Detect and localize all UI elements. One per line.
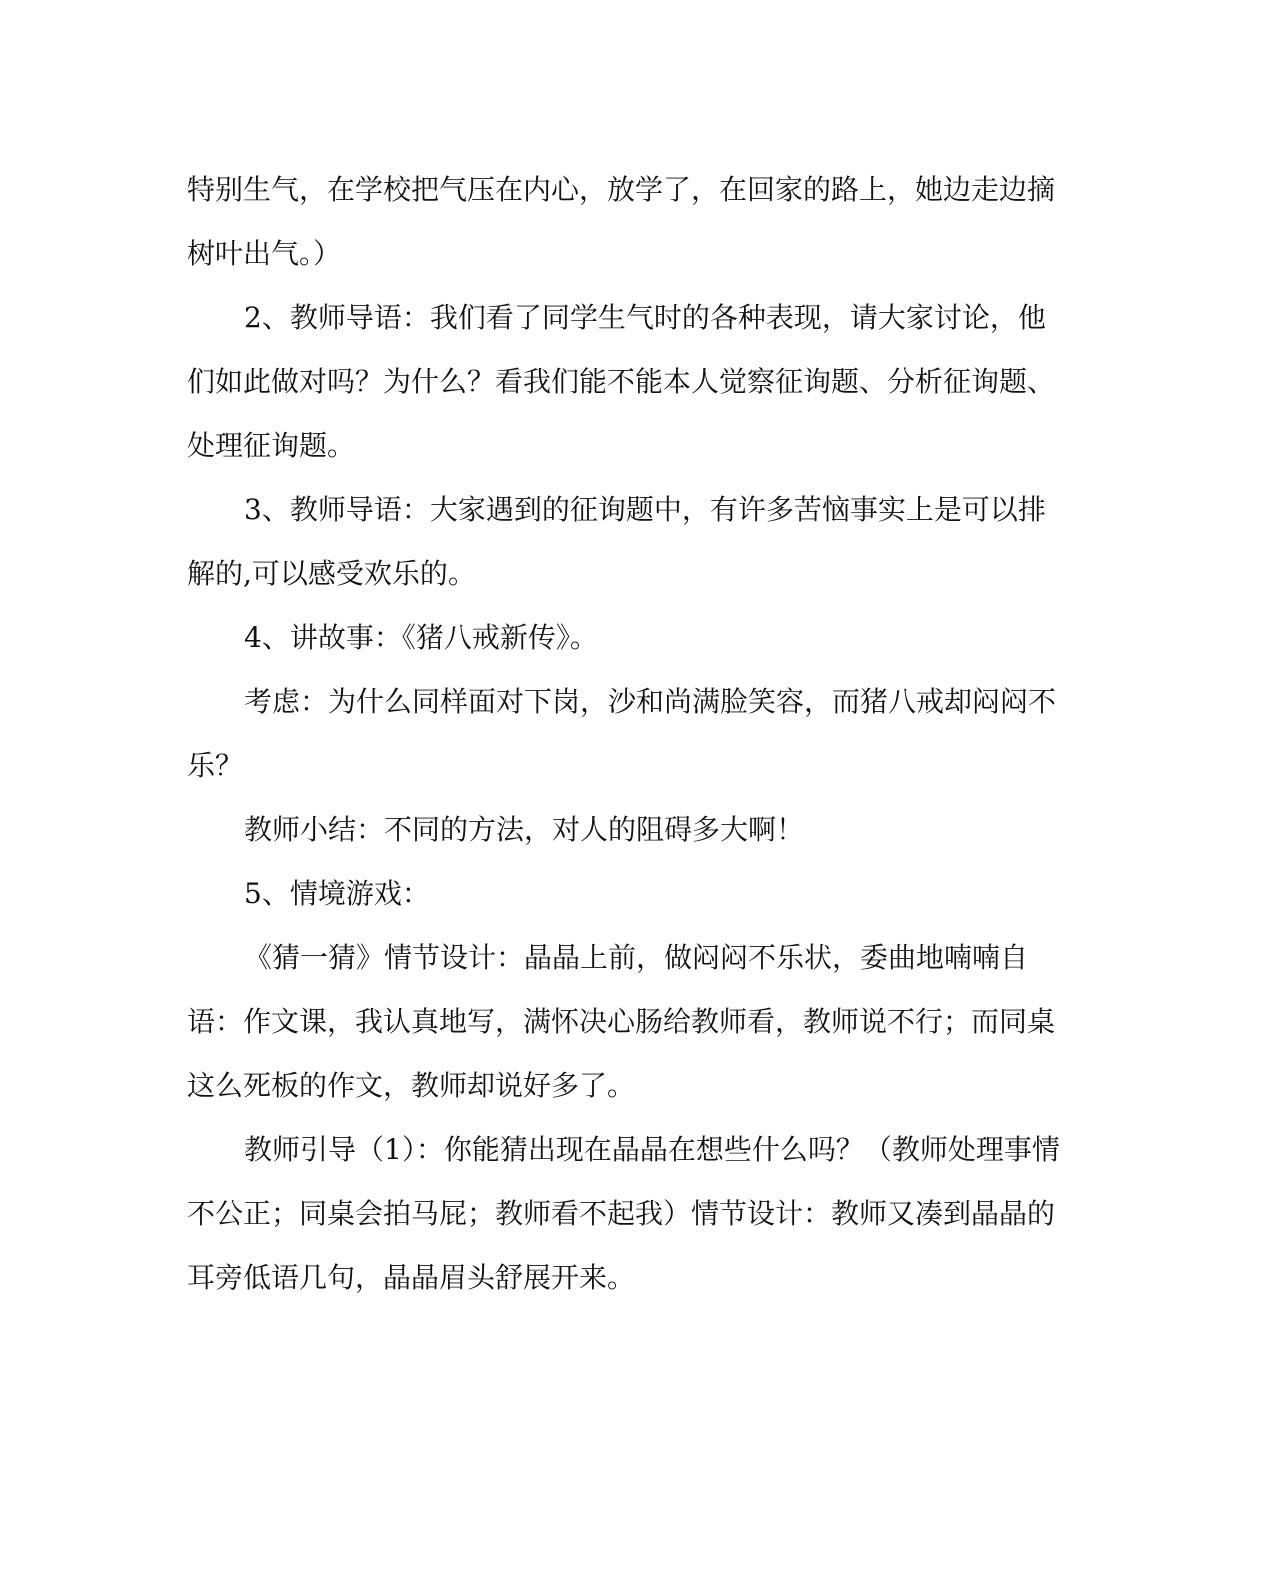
- document-body: [187, 158, 1067, 1310]
- paragraph-2: 2、教师导语：我们看了同学生气时的各种表现，请大家讨论，他们如此做对吗？为什么？看我们能不能本人觉察征询题、分析征询题、处理征询题。: [187, 301, 1056, 462]
- paragraph-1: 特别生气，在学校把气压在内心，放学了，在回家的路上，她边走边摘树叶出气。）: [187, 173, 1056, 270]
- paragraph-8: 《猜一猜》情节设计：晶晶上前，做闷闷不乐状，委曲地喃喃自语：作文课，我认真地写，满怀决心肠给教师看，教师说不行；而同桌这么死板的作文，教师却说好多了。: [187, 941, 1056, 1102]
- paragraph-4: 4、讲故事：《猪八戒新传》。: [244, 621, 598, 654]
- paragraph-3: 3、教师导语：大家遇到的征询题中，有许多苦恼事实上是可以排解的,可以感受欢乐的。: [187, 493, 1046, 590]
- paragraph-7: 5、情境游戏：: [244, 877, 430, 910]
- paragraph-9: 教师引导（1）：你能猜出现在晶晶在想些什么吗？（教师处理事情不公正；同桌会拍马屁；教师看不起我）情节设计：教师又凑到晶晶的耳旁低语几句，晶晶眉头舒展开来。: [187, 1133, 1060, 1294]
- paragraph-5: 考虑：为什么同样面对下岗，沙和尚满脸笑容，而猪八戒却闷闷不乐？: [187, 685, 1057, 782]
- paragraph-6: 教师小结：不同的方法，对人的阻碍多大啊！: [244, 813, 805, 846]
